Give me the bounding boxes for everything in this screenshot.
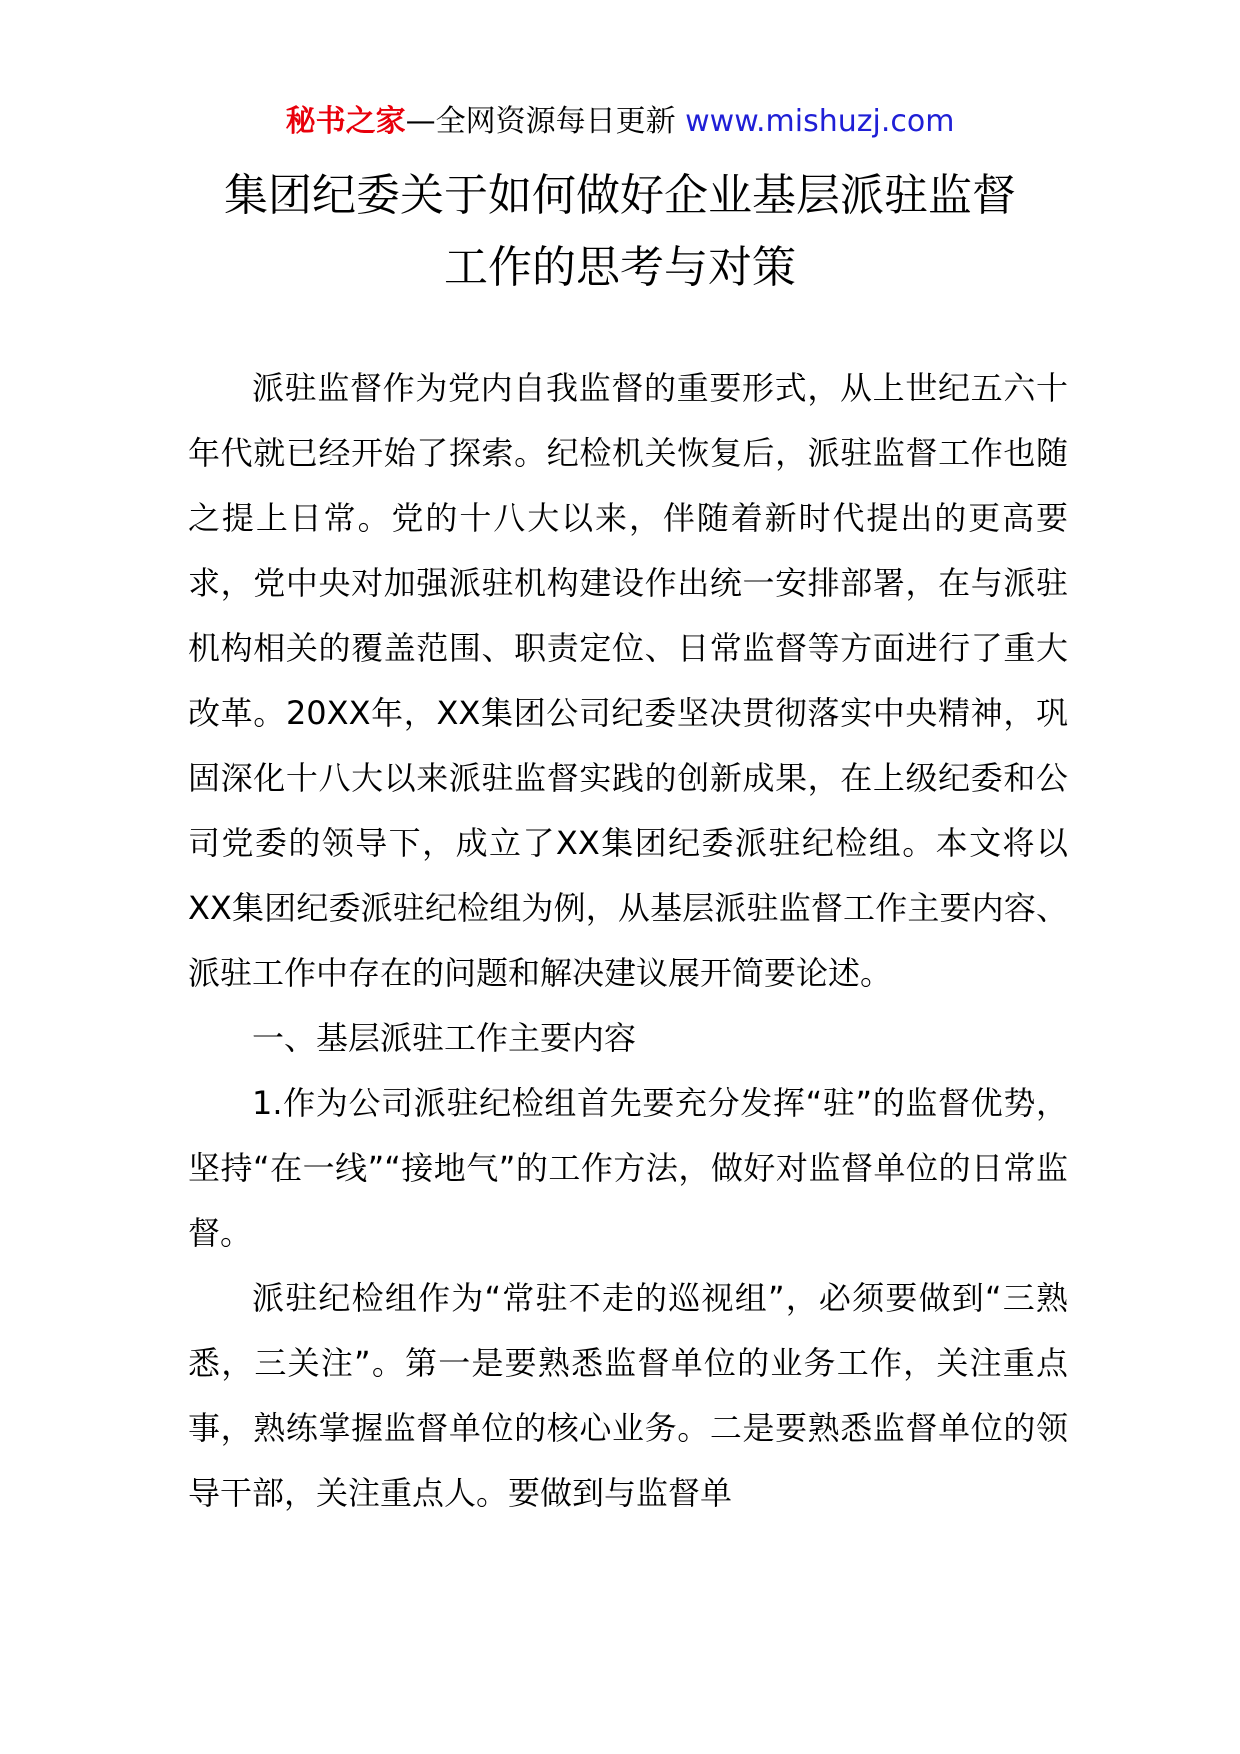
site-header (0, 100, 1240, 144)
site-url-link[interactable]: www.mishuzj.com (685, 104, 955, 139)
paragraph-point-1: 1.作为公司派驻纪检组首先要充分发挥“驻”的监督优势，坚持“在一线”“接地气”的工作方法，做好对监督单位的日常监督。 (188, 1084, 1068, 1252)
paragraph-intro: 派驻监督作为党内自我监督的重要形式，从上世纪五六十年代就已经开始了探索。纪检机关恢复后，派驻监督工作也随之提上日常。党的十八大以来，伴随着新时代提出的更高要求，党中央对加强派驻机构建设作出统一安排部署，在与派驻机构相关的覆盖范围、职责定位、日常监督等方面进行了重大改革。20XX年，XX集团公司纪委坚决贯彻落实中央精神，巩固深化十八大以来派驻监督实践的创新成果，在上级纪委和公司党委的领导下，成立了XX集团纪委派驻纪检组。本文将以XX集团纪委派驻纪检组为例，从基层派驻监督工作主要内容、派驻工作中存在的问题和解决建议展开简要论述。 (188, 369, 1068, 992)
document-title-line-1: 集团纪委关于如何做好企业基层派驻监督 (224, 170, 1016, 221)
site-brand: 秘书之家 (285, 104, 406, 139)
document-title-line-2: 工作的思考与对策 (444, 242, 796, 293)
document-body (188, 356, 1068, 1526)
site-tagline: —全网资源每日更新 (405, 104, 686, 139)
document-title (150, 160, 1090, 304)
section-heading-1: 一、基层派驻工作主要内容 (252, 1019, 637, 1057)
paragraph-three-familiar: 派驻纪检组作为“常驻不走的巡视组”，必须要做到“三熟悉，三关注”。第一是要熟悉监督单位的业务工作，关注重点事，熟练掌握监督单位的核心业务。二是要熟悉监督单位的领导干部，关注重点人。要做到与监督单 (188, 1279, 1068, 1512)
